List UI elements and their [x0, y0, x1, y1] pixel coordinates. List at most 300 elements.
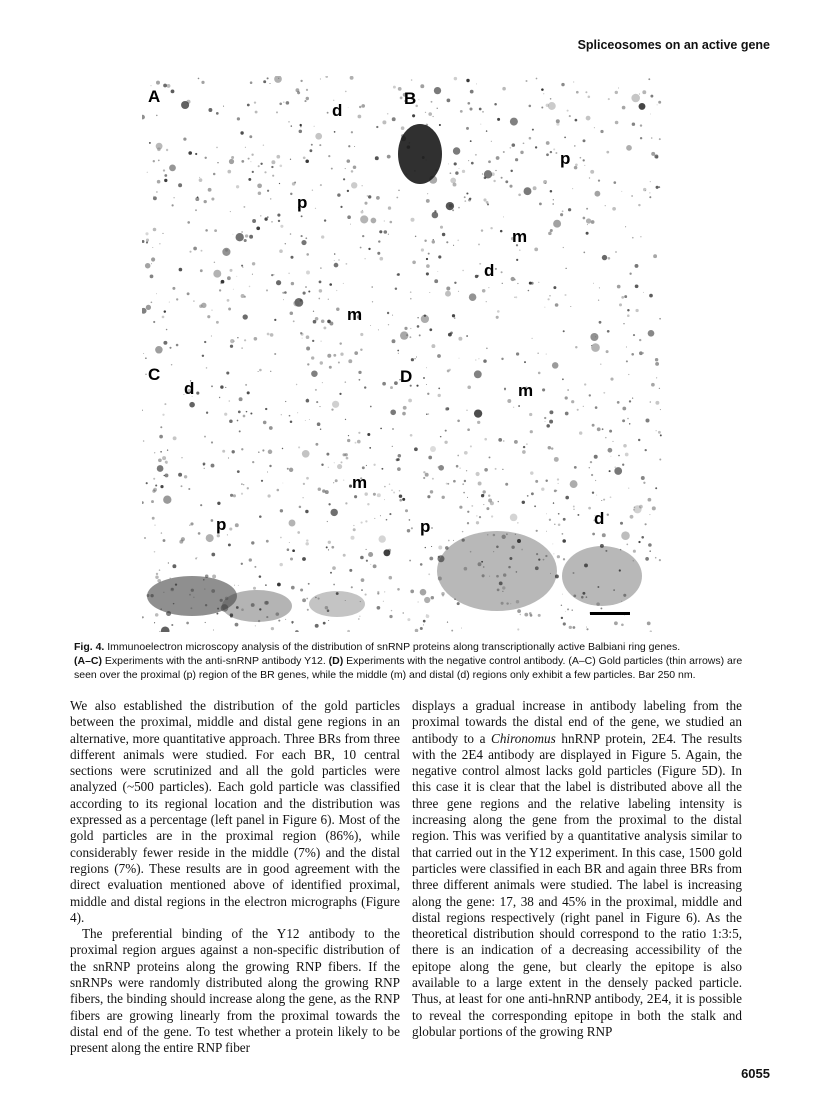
particle-speck	[572, 188, 573, 189]
particle-speck	[156, 293, 157, 294]
particle-speck	[306, 399, 310, 403]
particle-speck	[162, 456, 166, 460]
particle-speck	[553, 199, 554, 200]
particle-speck	[650, 181, 651, 182]
particle-speck	[188, 151, 192, 155]
particle-speck	[241, 563, 243, 565]
particle-speck	[551, 447, 553, 449]
particle-speck	[333, 482, 334, 483]
particle-speck	[599, 287, 600, 288]
particle-speck	[524, 187, 532, 195]
particle-speck	[393, 86, 396, 89]
particle-speck	[583, 406, 584, 407]
particle-speck	[421, 248, 424, 251]
particle-speck	[327, 354, 331, 358]
particle-speck	[308, 583, 310, 585]
particle-speck	[159, 243, 160, 244]
particle-speck	[427, 495, 430, 498]
particle-speck	[556, 123, 559, 126]
scale-bar	[590, 612, 630, 615]
particle-speck	[461, 628, 462, 629]
particle-speck	[274, 319, 276, 321]
particle-speck	[486, 507, 489, 510]
particle-speck	[154, 622, 155, 623]
particle-speck	[270, 333, 274, 337]
caption-panel-ref: (D)	[328, 655, 344, 667]
particle-speck	[276, 280, 281, 285]
particle-speck	[502, 469, 503, 470]
particle-speck	[545, 479, 547, 481]
particle-speck	[409, 519, 411, 521]
particle-speck	[334, 253, 336, 255]
particle-speck	[360, 215, 368, 223]
particle-speck	[288, 121, 289, 122]
particle-speck	[345, 168, 346, 169]
particle-speck	[181, 101, 189, 109]
particle-speck	[247, 487, 249, 489]
particle-speck	[625, 453, 629, 457]
particle-speck	[601, 500, 602, 501]
particle-speck	[480, 124, 481, 125]
particle-speck	[370, 325, 371, 326]
particle-speck	[303, 156, 306, 159]
particle-speck	[550, 98, 552, 100]
particle-speck	[589, 394, 591, 396]
particle-speck	[447, 622, 448, 623]
particle-speck	[347, 630, 350, 632]
particle-speck	[290, 557, 293, 560]
particle-speck	[583, 217, 586, 220]
particle-speck	[552, 203, 554, 205]
particle-speck	[474, 370, 482, 378]
particle-speck	[497, 310, 500, 313]
particle-speck	[466, 470, 467, 471]
particle-speck	[260, 215, 261, 216]
particle-speck	[451, 630, 453, 632]
particle-speck	[248, 158, 250, 160]
particle-speck	[475, 275, 478, 278]
particle-speck	[660, 409, 661, 410]
particle-speck	[568, 208, 571, 211]
particle-speck	[311, 356, 314, 359]
particle-speck	[575, 346, 577, 348]
particle-speck	[503, 440, 505, 442]
particle-speck	[338, 361, 340, 363]
particle-speck	[552, 543, 553, 544]
particle-speck	[446, 287, 450, 291]
particle-speck	[252, 171, 254, 173]
particle-speck	[398, 353, 399, 354]
particle-speck	[163, 233, 164, 234]
particle-speck	[563, 330, 565, 332]
particle-speck	[167, 84, 171, 88]
particle-speck	[264, 171, 266, 173]
particle-speck	[195, 209, 197, 211]
particle-speck	[353, 166, 357, 170]
particle-speck	[550, 151, 552, 153]
particle-speck	[299, 130, 302, 133]
particle-speck	[600, 130, 603, 133]
particle-speck	[334, 462, 335, 463]
particle-speck	[169, 302, 170, 303]
particle-speck	[639, 351, 643, 355]
particle-speck	[374, 518, 375, 519]
particle-speck	[531, 492, 534, 495]
particle-speck	[368, 248, 370, 250]
particle-speck	[546, 354, 547, 355]
body-text: displays a gradual increase in antibody labeling from the proximal towards the distal end of the gene, we studied an antibody to a	[412, 698, 742, 746]
particle-speck	[655, 358, 658, 361]
particle-speck	[306, 539, 308, 541]
particle-speck	[466, 79, 469, 82]
particle-speck	[594, 455, 598, 459]
particle-speck	[538, 282, 539, 283]
particle-speck	[388, 234, 389, 235]
particle-speck	[172, 204, 174, 206]
particle-speck	[615, 121, 619, 125]
particle-speck	[526, 443, 528, 445]
granule-mass	[562, 546, 642, 606]
particle-speck	[320, 184, 322, 186]
particle-speck	[598, 179, 600, 181]
particle-speck	[494, 103, 497, 106]
particle-speck	[227, 276, 231, 280]
particle-speck	[287, 468, 289, 470]
particle-speck	[635, 284, 639, 288]
particle-speck	[648, 330, 655, 337]
particle-speck	[558, 513, 560, 515]
particle-speck	[591, 343, 600, 352]
particle-speck	[300, 589, 303, 592]
particle-speck	[643, 292, 644, 293]
particle-speck	[349, 569, 352, 572]
particle-speck	[476, 472, 480, 476]
particle-speck	[420, 84, 424, 88]
particle-speck	[252, 219, 256, 223]
particle-speck	[397, 274, 399, 276]
particle-speck	[389, 513, 391, 515]
particle-speck	[466, 335, 468, 337]
particle-speck	[204, 341, 206, 343]
particle-speck	[315, 317, 319, 321]
particle-speck	[471, 162, 474, 165]
particle-speck	[228, 457, 229, 458]
particle-speck	[360, 247, 362, 249]
particle-speck	[263, 144, 264, 145]
particle-speck	[319, 406, 320, 407]
particle-speck	[251, 541, 254, 544]
particle-speck	[359, 615, 361, 617]
particle-speck	[329, 283, 332, 286]
particle-speck	[498, 501, 499, 502]
particle-speck	[157, 465, 164, 472]
particle-speck	[340, 353, 343, 356]
particle-speck	[610, 378, 613, 381]
particle-speck	[627, 309, 629, 311]
particle-speck	[444, 441, 447, 444]
caption-text: Experiments with the anti-snRNP antibody Y12.	[102, 655, 329, 667]
particle-speck	[411, 218, 415, 222]
caption-figure-label: Fig. 4.	[74, 641, 105, 653]
granule-mass	[222, 590, 292, 622]
particle-speck	[328, 541, 331, 544]
particle-speck	[399, 499, 402, 502]
particle-speck	[330, 509, 337, 516]
region-label-middle: m	[518, 381, 534, 400]
particle-speck	[417, 325, 420, 328]
particle-speck	[495, 170, 496, 171]
particle-speck	[172, 564, 176, 568]
particle-speck	[530, 471, 533, 474]
particle-speck	[483, 504, 484, 505]
particle-speck	[648, 543, 652, 547]
particle-speck	[424, 314, 426, 316]
particle-speck	[602, 255, 607, 260]
particle-speck	[297, 531, 300, 534]
particle-speck	[345, 381, 347, 383]
particle-speck	[216, 321, 219, 324]
particle-speck	[208, 108, 212, 112]
particle-speck	[351, 182, 357, 188]
particle-speck	[390, 409, 396, 415]
particle-speck	[157, 180, 161, 184]
particle-speck	[643, 482, 645, 484]
particle-speck	[302, 450, 310, 458]
particle-speck	[415, 629, 419, 632]
particle-speck	[462, 483, 464, 485]
particle-speck	[459, 467, 460, 468]
particle-speck	[496, 316, 499, 319]
particle-speck	[346, 263, 348, 265]
particle-speck	[442, 496, 445, 499]
particle-speck	[384, 220, 385, 221]
particle-speck	[348, 145, 350, 147]
particle-speck	[411, 79, 413, 81]
particle-speck	[354, 146, 355, 147]
particle-speck	[367, 503, 369, 505]
particle-speck	[553, 553, 554, 554]
particle-speck	[420, 589, 427, 596]
particle-speck	[440, 436, 442, 438]
particle-speck	[364, 386, 366, 388]
particle-speck	[254, 566, 256, 568]
particle-speck	[277, 489, 280, 492]
particle-speck	[622, 407, 626, 411]
particle-speck	[321, 463, 323, 465]
particle-speck	[267, 494, 270, 497]
particle-speck	[235, 523, 239, 527]
particle-speck	[634, 507, 636, 509]
particle-speck	[252, 461, 254, 463]
particle-speck	[353, 528, 356, 531]
particle-speck	[563, 247, 564, 248]
particle-speck	[371, 286, 373, 288]
particle-speck	[248, 178, 251, 181]
particle-speck	[281, 414, 282, 415]
particle-speck	[605, 205, 606, 206]
region-label-proximal: p	[560, 149, 571, 168]
particle-speck	[311, 144, 313, 146]
particle-speck	[379, 257, 383, 261]
particle-speck	[500, 230, 503, 233]
particle-speck	[517, 522, 518, 523]
particle-speck	[243, 314, 248, 319]
particle-speck	[232, 450, 235, 453]
particle-speck	[312, 190, 313, 191]
particle-speck	[464, 451, 468, 455]
particle-speck	[615, 91, 618, 94]
granule-mass	[309, 591, 365, 617]
particle-speck	[505, 483, 508, 486]
particle-speck	[659, 388, 660, 389]
particle-speck	[152, 517, 155, 520]
particle-speck	[152, 489, 155, 492]
particle-speck	[158, 160, 160, 162]
particle-speck	[369, 447, 371, 449]
particle-speck	[462, 270, 463, 271]
particle-speck	[645, 557, 649, 561]
particle-speck	[270, 198, 272, 200]
particle-speck	[230, 345, 233, 348]
particle-speck	[181, 539, 183, 541]
particle-speck	[414, 358, 415, 359]
particle-speck	[633, 509, 635, 511]
particle-speck	[279, 164, 282, 167]
particle-speck	[376, 126, 378, 128]
particle-speck	[654, 155, 658, 159]
particle-speck	[265, 408, 267, 410]
particle-speck	[565, 396, 568, 399]
region-label-distal: d	[184, 379, 195, 398]
particle-speck	[329, 366, 332, 369]
particle-speck	[206, 534, 214, 542]
particle-speck	[631, 195, 633, 197]
particle-speck	[594, 191, 600, 197]
particle-speck	[411, 358, 414, 361]
particle-speck	[516, 352, 519, 355]
particle-speck	[416, 357, 417, 358]
particle-speck	[241, 493, 243, 495]
particle-speck	[313, 320, 317, 324]
particle-speck	[566, 268, 567, 269]
particle-speck	[484, 176, 487, 179]
particle-speck	[501, 358, 503, 360]
particle-speck	[387, 155, 391, 159]
particle-speck	[549, 295, 551, 297]
region-label-proximal: p	[216, 515, 227, 534]
particle-speck	[278, 620, 280, 622]
particle-speck	[532, 129, 534, 131]
particle-speck	[605, 437, 607, 439]
particle-speck	[502, 283, 503, 284]
particle-speck	[432, 212, 439, 219]
particle-speck	[429, 557, 433, 561]
particle-speck	[311, 370, 318, 377]
particle-speck	[514, 297, 515, 298]
particle-speck	[262, 449, 264, 451]
particle-speck	[648, 498, 652, 502]
running-header: Spliceosomes on an active gene	[577, 38, 770, 52]
particle-speck	[659, 559, 661, 561]
particle-speck	[541, 107, 543, 109]
particle-speck	[159, 435, 163, 439]
particle-speck	[274, 76, 282, 83]
particle-speck	[271, 166, 273, 168]
particle-speck	[590, 333, 598, 341]
particle-speck	[454, 77, 457, 80]
particle-speck	[621, 191, 622, 192]
particle-speck	[491, 141, 492, 142]
particle-speck	[241, 160, 244, 163]
particle-speck	[203, 464, 205, 466]
particle-speck	[586, 116, 591, 121]
particle-speck	[259, 515, 262, 518]
region-label-middle: m	[512, 227, 528, 246]
particle-speck	[217, 534, 220, 537]
particle-speck	[431, 344, 435, 348]
particle-speck	[168, 562, 169, 563]
particle-speck	[283, 102, 284, 103]
particle-speck	[334, 263, 339, 268]
particle-speck	[579, 431, 582, 434]
particle-speck	[229, 420, 233, 424]
region-label-middle: m	[347, 305, 363, 324]
particle-speck	[567, 110, 569, 112]
particle-speck	[445, 407, 448, 410]
particle-speck	[535, 146, 537, 148]
particle-speck	[307, 363, 309, 365]
particle-speck	[368, 195, 371, 198]
particle-speck	[454, 317, 456, 319]
particle-speck	[621, 623, 624, 626]
particle-speck	[305, 510, 308, 513]
figure-caption	[74, 640, 752, 682]
particle-speck	[315, 208, 316, 209]
particle-speck	[370, 564, 371, 565]
particle-speck	[326, 453, 329, 456]
particle-speck	[638, 439, 640, 441]
particle-speck	[409, 560, 411, 562]
particle-speck	[549, 519, 551, 521]
particle-speck	[595, 480, 596, 481]
particle-speck	[193, 247, 197, 251]
particle-speck	[411, 527, 413, 529]
page-number: 6055	[741, 1066, 770, 1081]
particle-speck	[267, 77, 269, 79]
particle-speck	[142, 616, 144, 618]
particle-speck	[497, 118, 500, 121]
particle-speck	[613, 441, 614, 442]
particle-speck	[241, 265, 243, 267]
particle-speck	[259, 369, 262, 372]
particle-speck	[163, 539, 166, 542]
particle-speck	[153, 160, 155, 162]
particle-speck	[448, 333, 452, 337]
particle-speck	[513, 407, 514, 408]
particle-speck	[457, 602, 460, 605]
particle-speck	[187, 292, 190, 295]
particle-speck	[625, 226, 626, 227]
particle-speck	[199, 304, 202, 307]
particle-speck	[562, 533, 564, 535]
particle-speck	[354, 495, 357, 498]
particle-speck	[165, 461, 168, 464]
particle-speck	[303, 292, 306, 295]
particle-speck	[267, 190, 269, 192]
particle-speck	[315, 443, 318, 446]
particle-speck	[597, 427, 601, 431]
particle-speck	[475, 154, 477, 156]
